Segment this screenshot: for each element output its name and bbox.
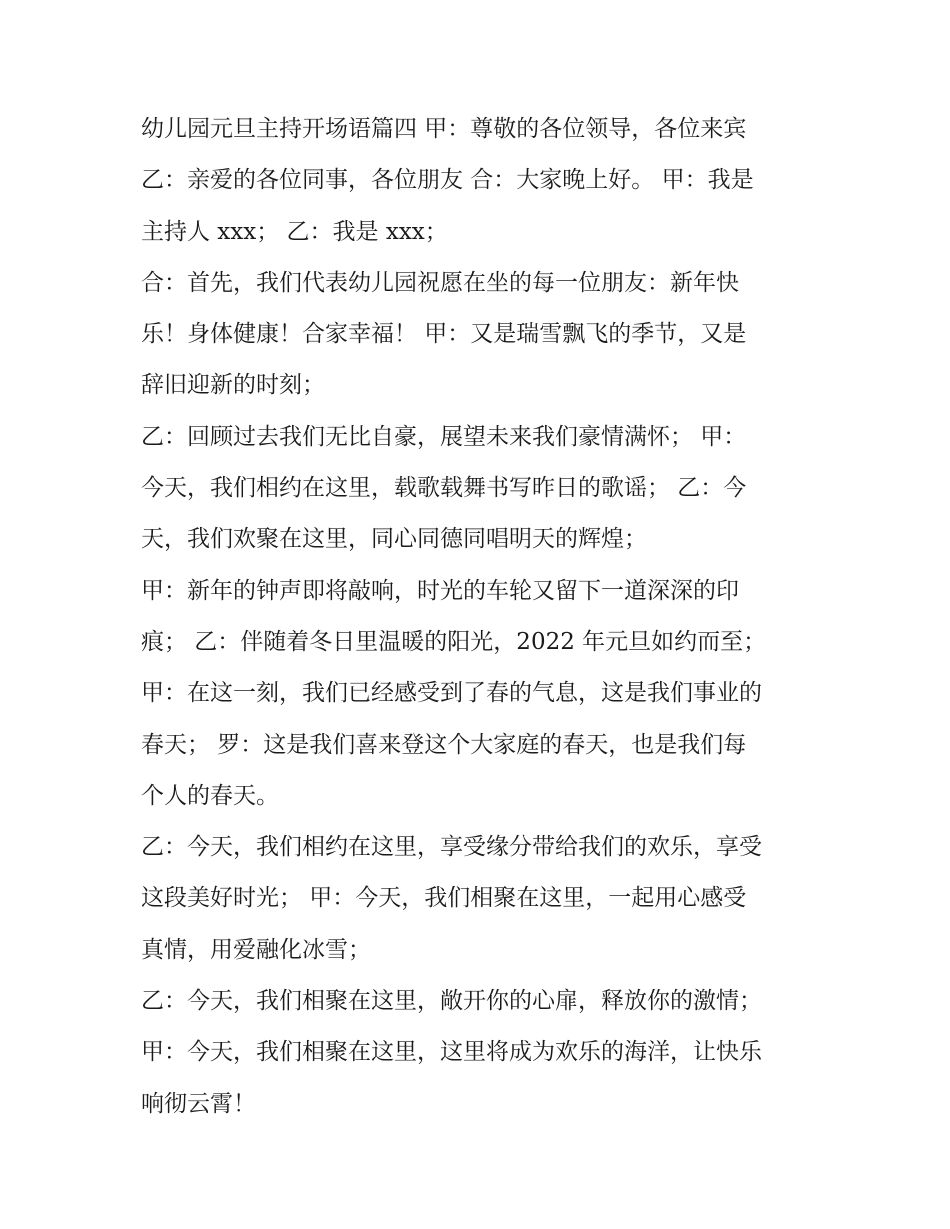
paragraph-6 <box>141 822 850 976</box>
paragraph-7 <box>141 976 850 1027</box>
paragraph-1 <box>141 104 850 258</box>
text-line: 响彻云霄！ <box>141 1090 256 1117</box>
text-line: 乐！身体健康！合家幸福！ 甲：又是瑞雪飘飞的季节，又是 <box>141 321 747 348</box>
text-line: 痕； 乙：伴随着冬日里温暖的阳光，2022 年元旦如约而至； <box>141 628 767 655</box>
document-body <box>141 104 850 1130</box>
text-line: 甲：在这一刻，我们已经感受到了春的气息，这是我们事业的 <box>141 680 762 707</box>
text-line: 乙：今天，我们相聚在这里，敞开你的心扉，释放你的激情； <box>141 988 762 1015</box>
text-line: 真情，用爱融化冰雪； <box>141 936 371 963</box>
paragraph-8 <box>141 1027 850 1130</box>
paragraph-4 <box>141 566 850 669</box>
paragraph-2 <box>141 258 850 412</box>
text-line: 幼儿园元旦主持开场语篇四 甲：尊敬的各位领导，各位来宾 <box>141 116 747 142</box>
text-line: 乙：回顾过去我们无比自豪，展望未来我们豪情满怀； 甲： <box>141 423 747 450</box>
text-line: 天，我们欢聚在这里，同心同德同唱明天的辉煌； <box>141 526 647 553</box>
text-line: 甲：今天，我们相聚在这里，这里将成为欢乐的海洋，让快乐 <box>141 1039 762 1066</box>
text-line: 这段美好时光； 甲：今天，我们相聚在这里，一起用心感受 <box>141 885 747 912</box>
text-line: 合：首先，我们代表幼儿园祝愿在坐的每一位朋友：新年快 <box>141 269 739 296</box>
paragraph-5 <box>141 668 850 822</box>
paragraph-3 <box>141 412 850 566</box>
text-line: 乙：亲爱的各位同事，各位朋友 合：大家晚上好。 甲：我是 <box>141 167 754 194</box>
text-line: 主持人 xxx； 乙：我是 xxx； <box>141 218 448 245</box>
text-line: 个人的春天。 <box>141 782 279 809</box>
text-line: 乙：今天，我们相约在这里，享受缘分带给我们的欢乐，享受 <box>141 834 762 861</box>
text-line: 今天，我们相约在这里，载歌载舞书写昨日的歌谣； 乙：今 <box>141 475 747 502</box>
text-line: 春天； 罗：这是我们喜来登这个大家庭的春天，也是我们每 <box>141 731 747 758</box>
text-line: 甲：新年的钟声即将敲响，时光的车轮又留下一道深深的印 <box>141 577 739 604</box>
text-line: 辞旧迎新的时刻； <box>141 372 325 399</box>
